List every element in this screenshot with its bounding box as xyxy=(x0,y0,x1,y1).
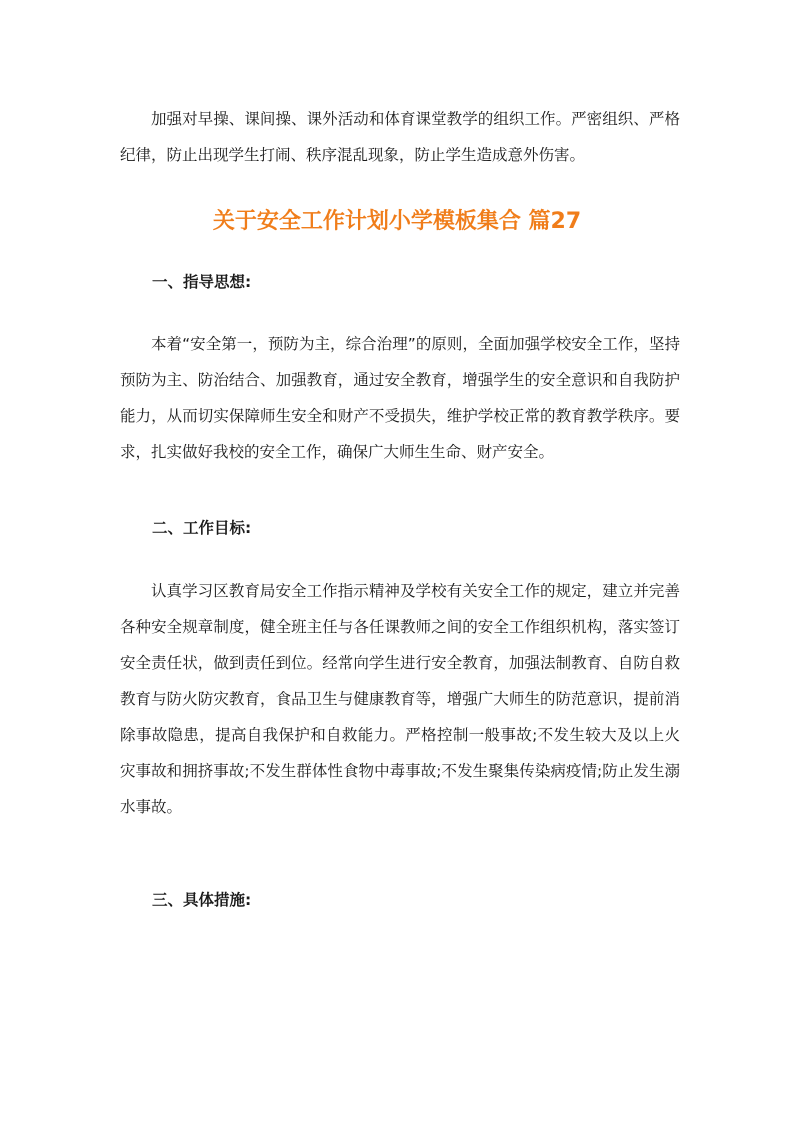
section-heading-specific-measures: 三、具体措施: xyxy=(152,891,252,909)
document-title: 关于安全工作计划小学模板集合 篇27 xyxy=(212,209,582,234)
section-body-work-goals: 认真学习区教育局安全工作指示精神及学校有关安全工作的规定，建立并完善各种安全规章制度，健全班主任与各任课教师之间的安全工作组织机构，落实签订安全责任状，做到责任到位。经常向学生进行安全教育，加强法制教育、自防自救教育与防火防灾教育，食品卫生与健康教育等，增强广大师生的防范意识，提前消除事故隐患，提高自我保护和自救能力。严格控制一般事故;不发生较大及以上火灾事故和拥挤事故;不发生群体性食物中毒事故;不发生聚集传染病疫情;防止发生溺水事故。 xyxy=(120,582,680,816)
section-heading-guiding-ideology: 一、指导思想: xyxy=(152,273,252,291)
section-heading-work-goals: 二、工作目标: xyxy=(152,519,252,537)
intro-paragraph: 加强对早操、课间操、课外活动和体育课堂教学的组织工作。严密组织、严格纪律，防止出现学生打闹、秩序混乱现象，防止学生造成意外伤害。 xyxy=(120,110,680,164)
section-body-guiding-ideology: 本着“安全第一，预防为主，综合治理”的原则，全面加强学校安全工作，坚持预防为主、防治结合、加强教育，通过安全教育，增强学生的安全意识和自我防护能力，从而切实保障师生安全和财产不受损失，维护学校正常的教育教学秩序。要求，扎实做好我校的安全工作，确保广大师生生命、财产安全。 xyxy=(120,335,680,461)
